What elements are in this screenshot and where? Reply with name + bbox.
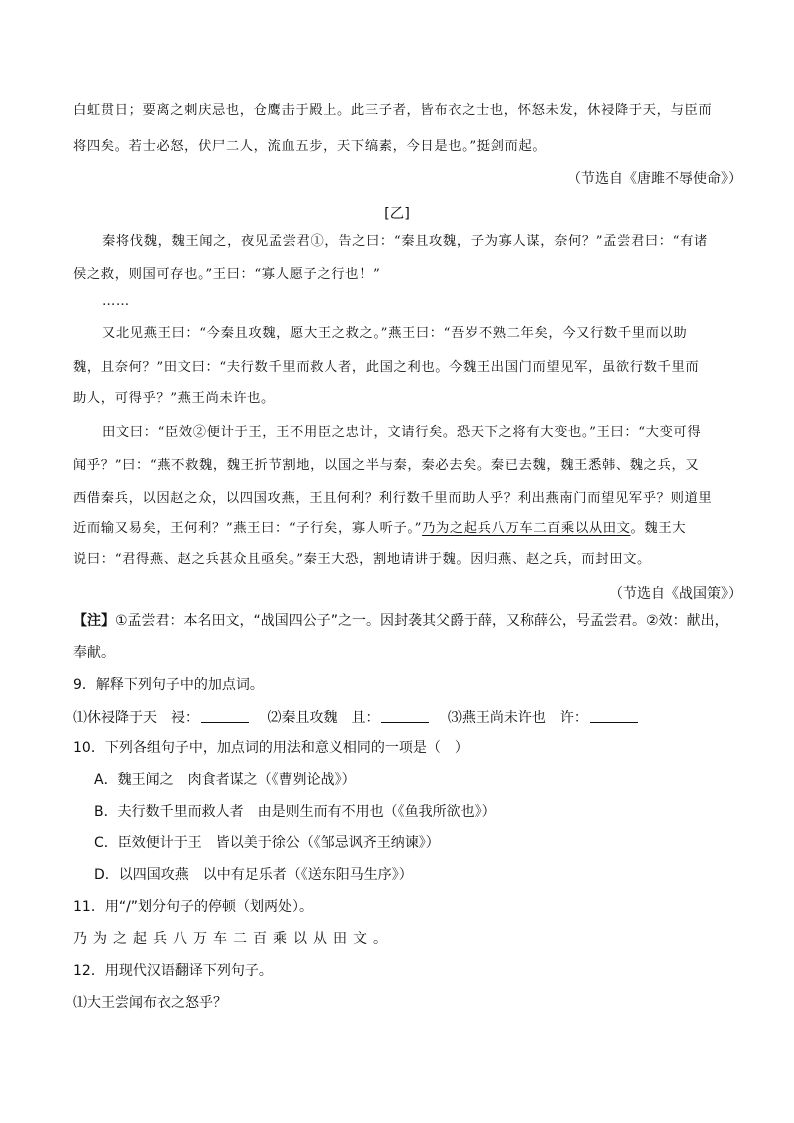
q11-sentence: 乃为之起兵八万车二百乘以从田文。: [73, 931, 393, 947]
q9-stem: 9．解释下列句子中的加点词。: [73, 677, 264, 693]
q10-stem: 10．下列各组句子中，加点词的用法和意义相同的一项是（ ）: [73, 740, 469, 756]
q9-answer-blank-2[interactable]: [381, 710, 429, 723]
q12-item-1: ⑴大王尝闻布衣之怒乎？: [73, 995, 227, 1011]
yi-p3-line-2: 闻乎？”曰：“燕不救魏，魏王折节割地，以国之半与秦，秦必去矣。秦已去魏，魏王悉韩、魏之兵，又: [73, 458, 700, 473]
yi-p1-line-2: 侯之救，则国可存也。”王曰：“寡人愿子之行也！”: [73, 267, 381, 282]
jia-source: （节选自《唐雎不辱使命》）: [567, 171, 742, 187]
yi-p3-line-1: 田文曰：“臣效②便计于王，王不用臣之忠计，文请行矣。恐天下之将有大变也。”王曰：“大变可得: [102, 425, 702, 440]
yi-p3-line-4-end: 。魏王大: [630, 521, 687, 536]
yi-heading: [乙]: [384, 206, 410, 222]
underlined-sentence: 乃为之起兵八万车二百乘以从田文: [422, 521, 631, 536]
yi-p3-line-4-start: 近而输又易矣，王何利？”燕王曰：“子行矣，寡人听子。”: [73, 521, 423, 536]
q10-option-c[interactable]: C．臣效便计于王 皆以美于徐公（《邹忌讽齐王纳谏》）: [94, 835, 440, 851]
yi-ellipsis: ……: [102, 294, 130, 309]
yi-p3-line-4: [73, 522, 686, 535]
jia-text-line-2: 将四矣。若士必怒，伏尸二人，流血五步，天下缟素，今日是也。”挺剑而起。: [73, 139, 547, 154]
q10-option-a[interactable]: A．魏王闻之 肉食者谋之（《曹刿论战》）: [94, 772, 356, 788]
yi-source: （节选自《战国策》）: [609, 586, 742, 602]
jia-text-line-1: 白虹贯日；要离之刺庆忌也，仓鹰击于殿上。此三子者，皆布衣之士也，怀怒未发，休祲降于天，与臣而: [73, 103, 713, 118]
yi-p1-line-1: 秦将伐魏，魏王闻之，夜见孟尝君①，告之曰：“秦且攻魏，子为寡人谋，奈何？”孟尝君曰：“有诸: [102, 234, 708, 249]
q9-item-2: ⑵秦且攻魏 且：: [267, 710, 380, 726]
q9-answer-blank-3[interactable]: [590, 710, 638, 723]
q9-item-1: ⑴休祲降于天 祲：: [73, 710, 199, 726]
yi-p3-line-5: 说曰：“君得燕、赵之兵甚众且亟矣。”秦王大恐，割地请讲于魏。因归燕、赵之兵，而封田文。: [73, 552, 651, 567]
q10-option-d[interactable]: D．以四国攻燕 以中有足乐者（《送东阳马生序》）: [94, 867, 413, 883]
q10-option-b[interactable]: B．夫行数千里而救人者 由是则生而有不用也（《鱼我所欲也》）: [94, 804, 496, 820]
q9-answer-blank-1[interactable]: [201, 710, 249, 723]
q12-stem: 12．用现代汉语翻译下列句子。: [73, 963, 273, 979]
note-line-1: [73, 614, 729, 628]
q9-items: [73, 710, 638, 725]
q11-stem: 11．用“/”划分句子的停顿（划两处）。: [73, 899, 314, 915]
yi-p2-line-3: 助人，可得乎？”燕王尚未许也。: [73, 391, 275, 406]
yi-p2-line-2: 魏，且奈何？”田文曰：“夫行数千里而救人者，此国之利也。今魏王出国门而望见军，虽欲行数千里而: [73, 360, 700, 375]
yi-p2-line-1: 又北见燕王曰：“今秦且攻魏，愿大王之救之。”燕王曰：“吾岁不熟二年矣，今又行数千里而以助: [102, 326, 688, 341]
q9-item-3: ⑶燕王尚未许也 许：: [447, 710, 588, 726]
note-line-2: 奉献。: [73, 645, 115, 661]
note-text: ①孟尝君：本名田文，“战国四公子”之一。因封袭其父爵于薛，又称薛公，号孟尝君。②效：献出，: [115, 613, 729, 629]
note-label: 【注】: [73, 613, 115, 629]
yi-p3-line-3: 西借秦兵，以因赵之众，以四国攻燕，王且何利？利行数千里而助人乎？利出燕南门而望见军乎？则道里: [73, 491, 713, 506]
